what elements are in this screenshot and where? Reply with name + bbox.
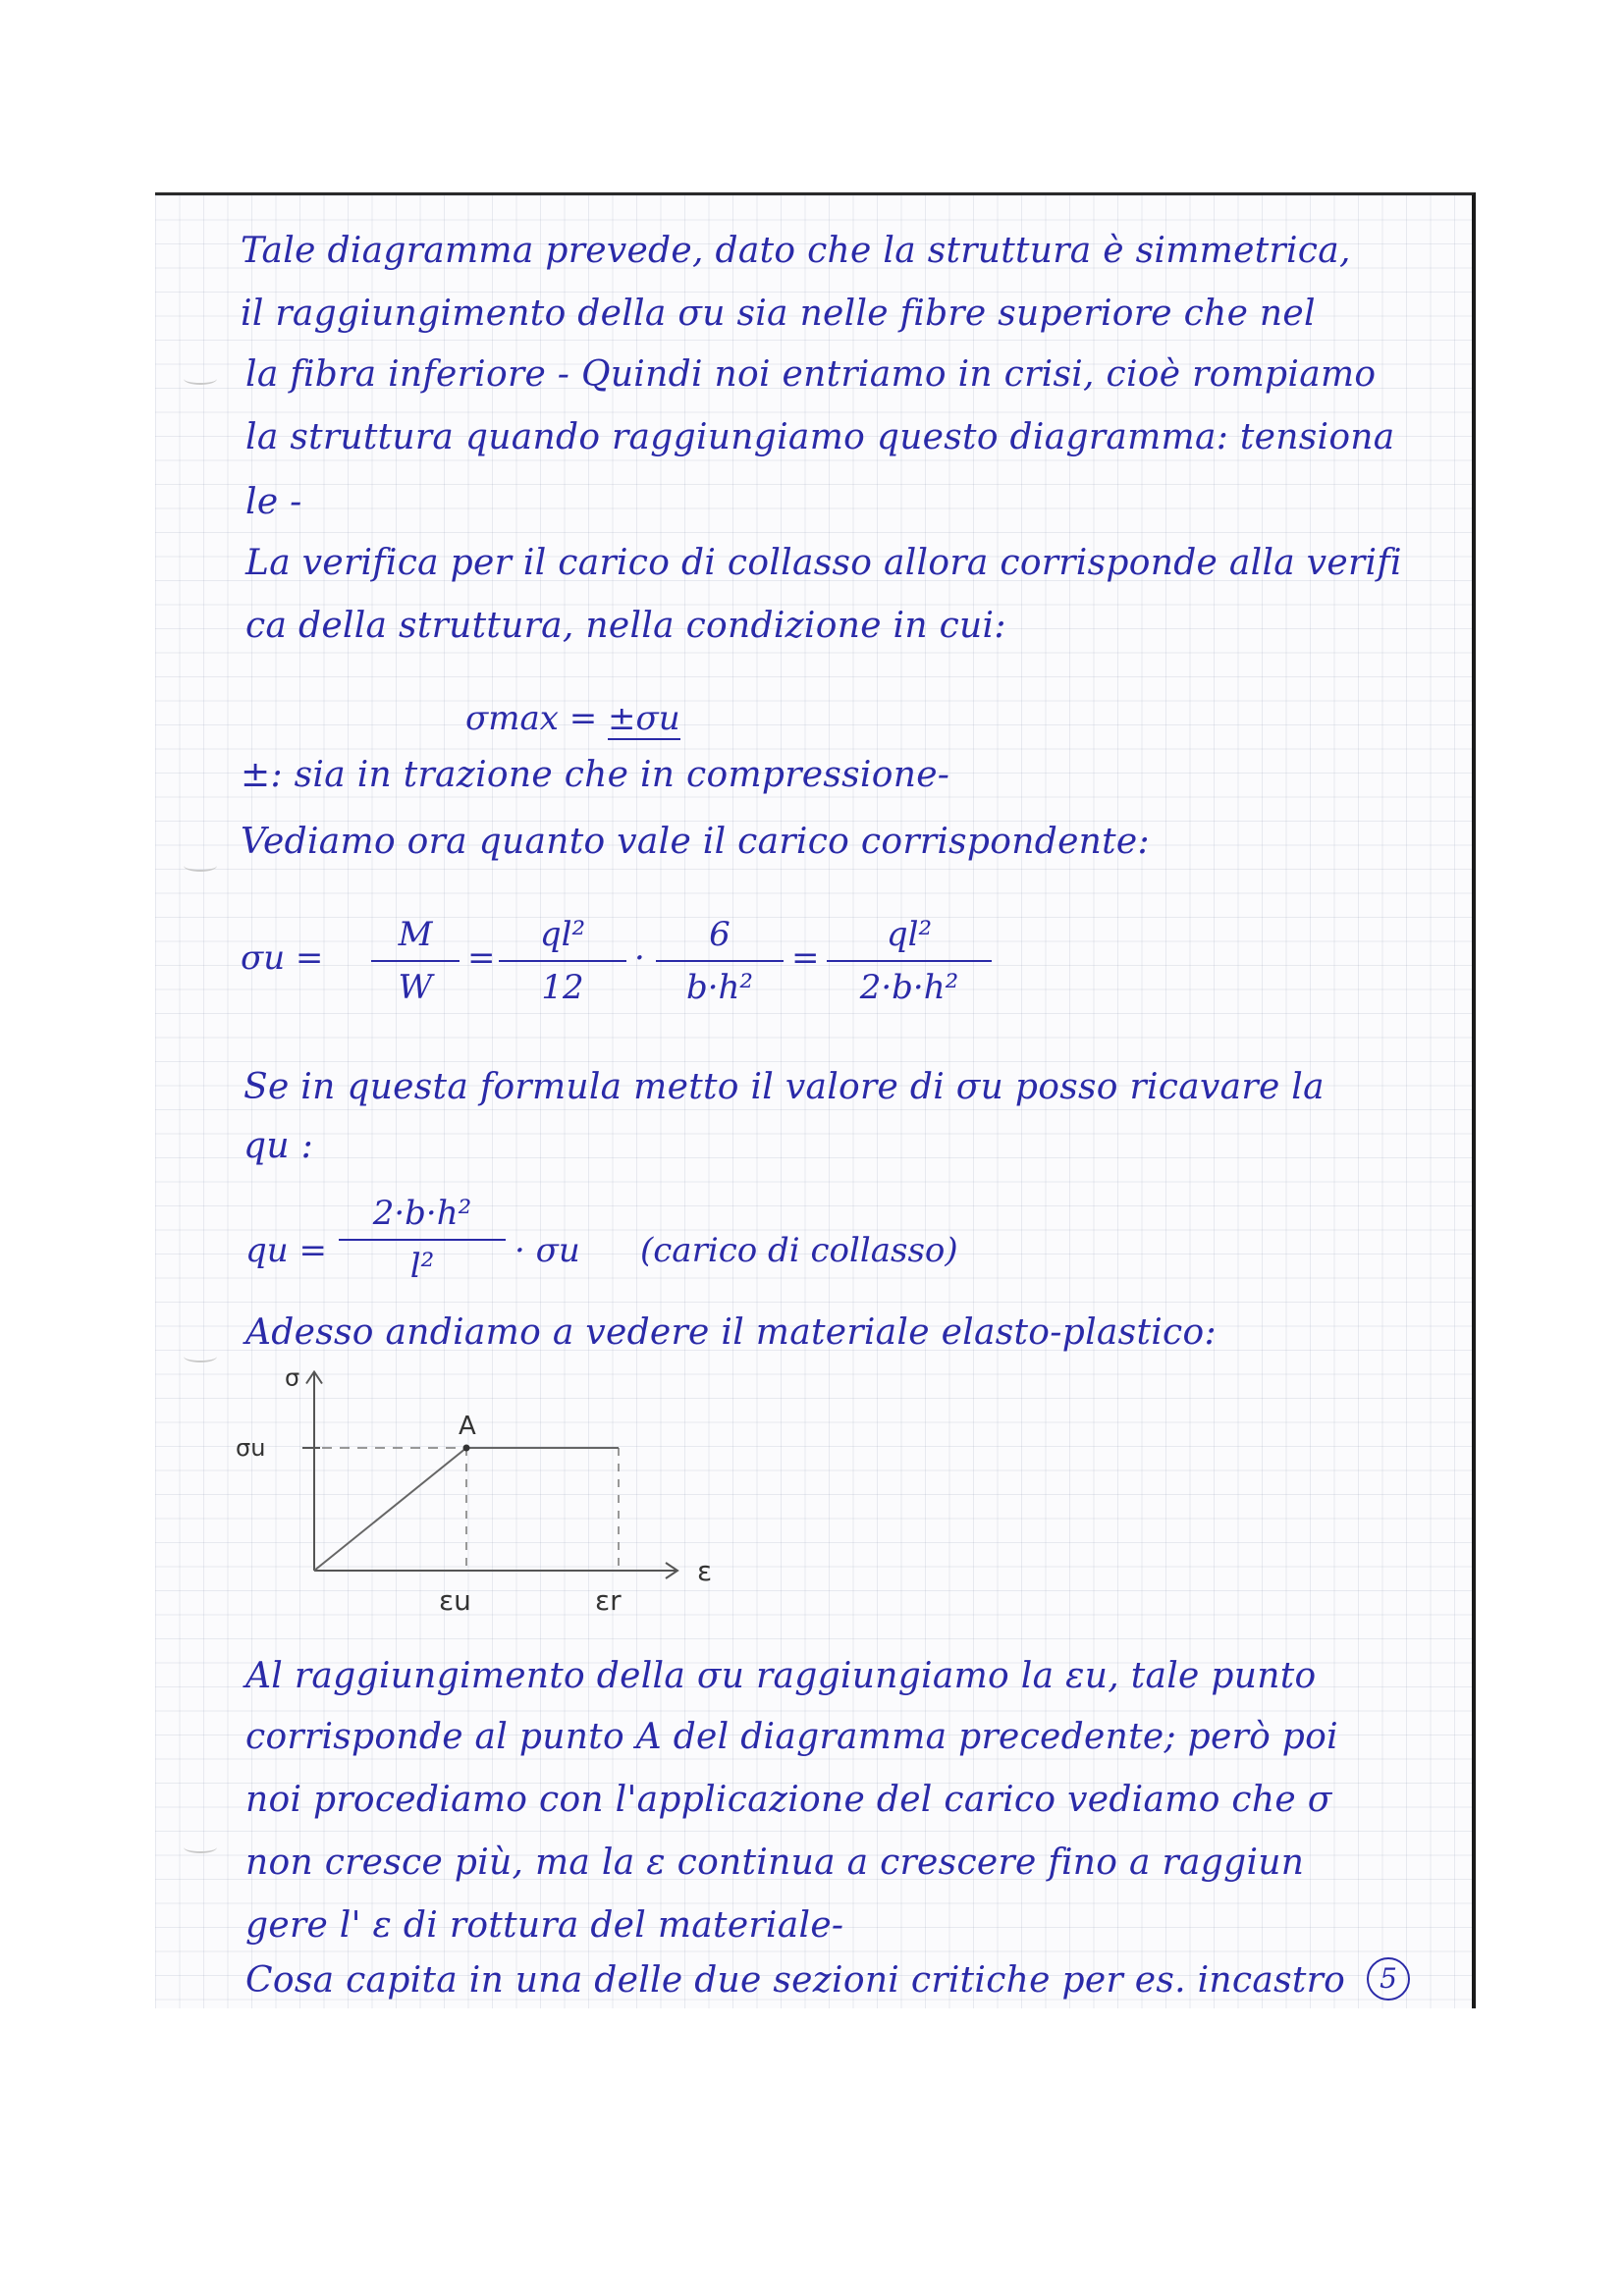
fraction-ql2-over-12 (499, 915, 626, 1007)
formula1-lhs: σu = (241, 938, 324, 978)
condition-formula (465, 699, 680, 738)
fraction-numerator: 6 (709, 915, 731, 954)
condition-rhs: ±σu (608, 699, 680, 738)
text-line: le - (245, 482, 302, 522)
x-tick-label-eu: εu (439, 1584, 471, 1617)
text-line: la struttura quando raggiungiamo questo diagramma: tensiona (245, 417, 1395, 457)
text-line: La verifica per il carico di collasso allora corrisponde alla verifi (245, 543, 1402, 583)
fraction-m-over-w (371, 915, 460, 1007)
point-a-marker (463, 1445, 470, 1452)
y-tick-label: σu (236, 1434, 266, 1462)
x-tick-label-er: εr (595, 1584, 622, 1617)
formula1-dot: · (634, 938, 645, 978)
text-line: Al raggiungimento della σu raggiungiamo la εu, tale punto (245, 1656, 1317, 1696)
fraction-bar (656, 960, 784, 962)
fraction-numerator: M (398, 915, 433, 954)
text-line: la fibra inferiore - Quindi noi entriamo in crisi, cioè rompiamo (245, 354, 1377, 395)
formula1-eq: = (467, 938, 496, 978)
fraction-6-over-bh2 (656, 915, 784, 1007)
condition-eq: = (568, 699, 598, 738)
fraction-bar (827, 960, 992, 962)
binder-hole (184, 1351, 217, 1362)
formula2-comment: (carico di collasso) (640, 1231, 958, 1270)
condition-lhs: σmax (465, 699, 559, 738)
text-line: Adesso andiamo a vedere il materiale elasto-plastico: (245, 1312, 1217, 1353)
fraction-bar (499, 960, 626, 962)
text-line: Cosa capita in una delle due sezioni critiche per es. incastro (245, 1960, 1346, 2001)
fraction-numerator: 2·b·h² (372, 1194, 472, 1233)
fraction-numerator: ql² (886, 915, 933, 954)
stress-strain-chart (226, 1355, 776, 1629)
text-line: corrisponde al punto A del diagramma precedente; però poi (245, 1717, 1338, 1757)
fraction-bar (371, 960, 460, 962)
formula2-lhs: qu = (245, 1231, 327, 1270)
fraction-2bh2-over-l2 (339, 1194, 506, 1286)
fraction-numerator: ql² (539, 915, 586, 954)
text-line: qu : (244, 1126, 314, 1166)
binder-hole (184, 860, 217, 872)
binder-hole (184, 1842, 217, 1853)
text-line: gere l' ε di rottura del materiale- (245, 1905, 844, 1946)
fraction-ql2-over-2bh2 (827, 915, 992, 1007)
fraction-denominator: 2·b·h² (859, 968, 959, 1007)
x-axis-label: ε (697, 1555, 713, 1587)
text-line: Tale diagramma prevede, dato che la struttura è simmetrica, (241, 231, 1351, 271)
text-line: Vediamo ora quanto vale il carico corrispondente: (241, 822, 1150, 862)
text-line: non cresce più, ma la ε continua a crescere fino a raggiun (245, 1842, 1305, 1883)
binder-hole (184, 373, 217, 385)
text-line: ca della struttura, nella condizione in cui: (245, 606, 1006, 646)
text-line: Se in questa formula metto il valore di σu posso ricavare la (244, 1067, 1325, 1107)
page-number: 5 (1367, 1957, 1410, 2001)
point-a-label: A (459, 1412, 476, 1441)
fraction-denominator: W (398, 968, 433, 1007)
fraction-denominator: l² (409, 1247, 435, 1286)
fraction-denominator: b·h² (685, 968, 754, 1007)
formula1-eq: = (791, 938, 820, 978)
text-line: noi procediamo con l'applicazione del carico vediamo che σ (245, 1780, 1332, 1820)
note-line: ±: sia in trazione che in compressione- (241, 755, 950, 795)
y-axis-label: σ (285, 1363, 300, 1392)
fraction-denominator: 12 (541, 968, 584, 1007)
fraction-bar (339, 1239, 506, 1241)
formula2-rhs: · σu (514, 1231, 580, 1270)
text-line: il raggiungimento della σu sia nelle fibre superiore che nel (241, 294, 1316, 334)
